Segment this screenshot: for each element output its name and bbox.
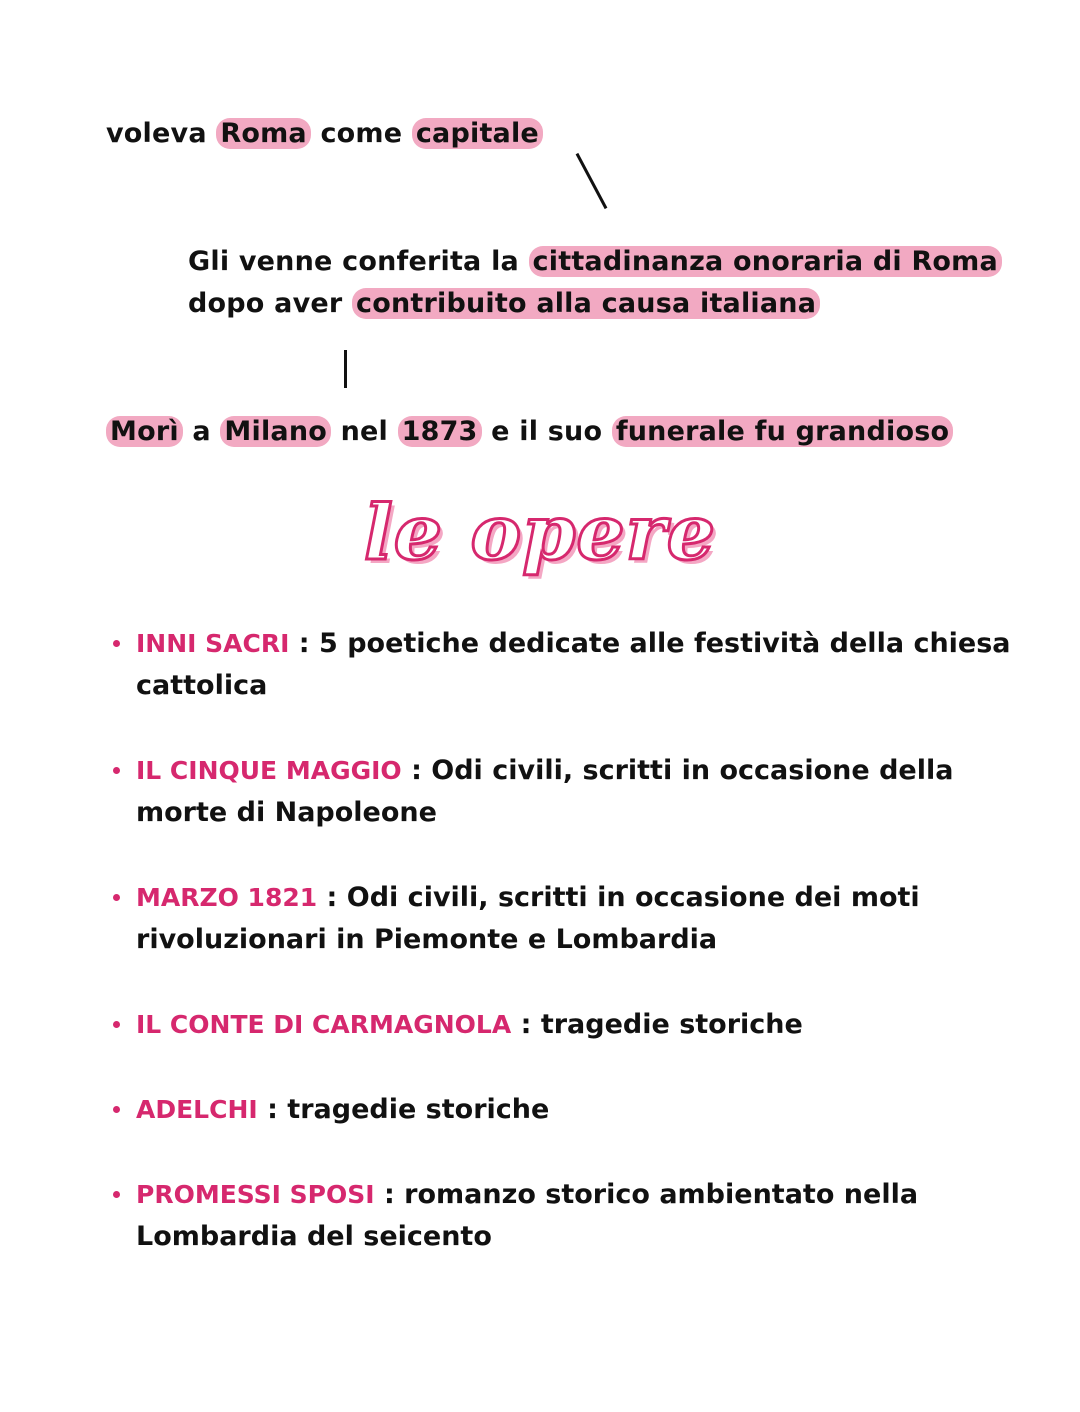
work-item — [136, 1089, 1016, 1131]
work-item — [136, 623, 1016, 707]
work-description: romanzo storico ambientato nella Lombardia del seicento — [136, 1179, 919, 1252]
text: nel — [331, 416, 398, 447]
text: e il suo — [481, 416, 612, 447]
roma-capital-line — [106, 118, 543, 149]
work-item — [136, 750, 1016, 834]
separator: : — [289, 628, 320, 659]
work-description: Odi civili, scritti in occasione dei moti rivoluzionari in Piemonte e Lombardia — [136, 882, 920, 955]
work-title: IL CINQUE MAGGIO — [136, 756, 402, 785]
work-title: INNI SACRI — [136, 629, 290, 658]
bullet-icon — [113, 640, 120, 647]
separator: : — [511, 1009, 541, 1040]
highlight-funeral: funerale fu grandioso — [612, 416, 953, 447]
highlight-roma: Roma — [216, 118, 311, 149]
work-item — [136, 1004, 1016, 1046]
citizenship-line-2 — [188, 288, 820, 319]
work-item — [136, 877, 1016, 961]
bullet-icon — [113, 1021, 120, 1028]
bullet-icon — [113, 1191, 120, 1198]
bullet-icon — [113, 767, 120, 774]
highlight-1873: 1873 — [398, 416, 482, 447]
bullet-icon — [113, 894, 120, 901]
connector-line — [576, 153, 608, 209]
section-title: le opere — [363, 488, 717, 577]
work-title: IL CONTE DI CARMAGNOLA — [136, 1010, 512, 1039]
work-item — [136, 1174, 1016, 1258]
separator: : — [374, 1179, 405, 1210]
highlight-mori: Morì — [106, 416, 183, 447]
text: Gli venne conferita la — [188, 246, 529, 277]
work-title: ADELCHI — [136, 1095, 258, 1124]
bullet-icon — [113, 1106, 120, 1113]
separator: : — [317, 882, 347, 913]
work-description: Odi civili, scritti in occasione della morte di Napoleone — [136, 755, 954, 828]
text: voleva — [106, 118, 217, 149]
connector-line — [344, 350, 347, 388]
highlight-cause: contribuito alla causa italiana — [352, 288, 820, 319]
separator: : — [401, 755, 432, 786]
work-title: MARZO 1821 — [136, 883, 318, 912]
highlight-milano: Milano — [220, 416, 331, 447]
work-description: 5 poetiche dedicate alle festività della chiesa cattolica — [136, 628, 1011, 701]
work-description: tragedie storiche — [287, 1094, 550, 1125]
highlight-capitale: capitale — [412, 118, 543, 149]
work-title: PROMESSI SPOSI — [136, 1180, 375, 1209]
text: dopo aver — [188, 288, 352, 319]
text: come — [310, 118, 412, 149]
separator: : — [257, 1094, 288, 1125]
highlight-citizenship: cittadinanza onoraria di Roma — [529, 246, 1002, 277]
work-description: tragedie storiche — [540, 1009, 803, 1040]
text: a — [182, 416, 221, 447]
citizenship-line-1 — [188, 246, 1002, 277]
death-line — [106, 416, 953, 447]
